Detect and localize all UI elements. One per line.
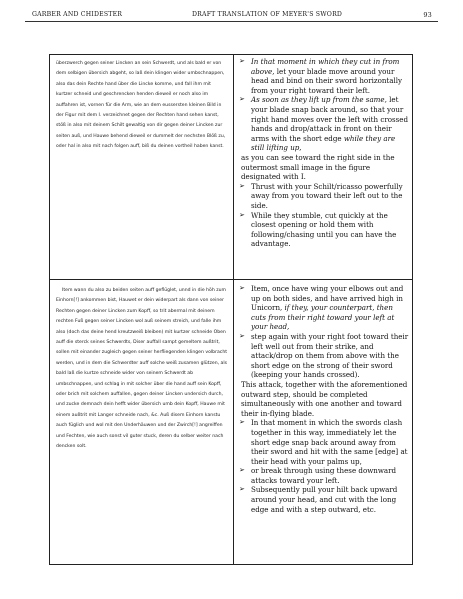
german-text-1: überzwerch gegen seiner Lincken an sein Schwerdt, und als bald er von dem selbigen übersich abgeht, so laß dein klingen wider umbschnappen, also das dein Rechte hand über die Lincke komme, und fall ihm mit kurtzer schneid und geschrencken henden dieweil er noch also im auffahren ist, vornen für die Arm, wie an dem eussersten kleinen Bild in der Figur mit dem I. verzeichnet gegen der Rechten hand sehen kanst, stöß in also mit deinem Schilt gewaltig von dir gegen deiner Lincken zur seiten auß, und Hauwe behend dieweil er dummelt der nechsten Blöß zu, oder hal in also mit nach folgen auff, biß du deinen vortheil haben kanst. bbox=[56, 61, 226, 150]
text-run: Item, once have wing your elbows out and up on both sides, and have arrived high in Unicorn, bbox=[251, 284, 404, 313]
arrow-bullet-icon: ➢ bbox=[239, 210, 245, 219]
arrow-bullet-icon: ➢ bbox=[239, 418, 245, 427]
arrow-bullet-icon: ➢ bbox=[239, 95, 245, 104]
header-rule bbox=[25, 21, 438, 22]
arrow-bullet-icon: ➢ bbox=[239, 331, 245, 340]
german-text-2: Item wann du also zu beiden seiten auff geflüglet, unnd in die höh zum Einhorn[!] ankommen bist, Hauwet er dein widerpart als dann von seiner Rechten gegen deiner Lincken zum Kopff, so trit abermal mit deinem rechten Fuß gegen seiner Lincken wol auß seinem streich, und falle ihm also (doch das deine hend kreutzweiß bleiben) mit kurtzer schneide Oben auff die sterck seines Schwerdts, Diser auffall sampt gemeltem außtrit, sollen mit einander zugleich gegen seiner herfliegenden klingen volbracht werden, und in dem die Schwerdter auff solche weiß zusamen glützen, als bald laß die kurtze schneide wider von seinem Schwerdt ab umbschnappen, und schlag in mit solcher über die hand auff sein Kopff, oder brich mit solchem auffallen, gegen deiner Lincken undersich durch, und zucke demnach dein hefft wider übersich umb dein Kopff, Hauwe mit einem außtrit mit Langer schneide nach, &c. Auß disem Einhorn kanstu auch füglich und wol mit den Underhäuwen und der Zwirch[!] angreiffen und Fechten, wie auch sonst vil guter stuck, deren du selber weiter nach dencken solt. bbox=[56, 288, 228, 450]
arrow-bullet-icon: ➢ bbox=[239, 466, 245, 475]
header-title: DRAFT TRANSLATION OF MEYER'S SWORD bbox=[192, 11, 343, 18]
row-divider bbox=[50, 279, 412, 280]
text-run: While they stumble, cut quickly at the closest opening or hold them with following/chasing until you can have the advantage. bbox=[251, 210, 397, 249]
arrow-bullet-icon: ➢ bbox=[239, 485, 245, 494]
text-run: as you can see toward the right side in the outermost small image in the figure designated with I. bbox=[241, 152, 395, 182]
text-run: In that moment in which the swords clash together in this way, immediately let the short edge snap back around away from their sword and hit with the same [edge] at their head with your palms up, bbox=[251, 418, 408, 466]
page-header bbox=[25, 8, 438, 22]
column-divider bbox=[233, 55, 234, 564]
text-run: or break through using these downward attacks toward your left. bbox=[251, 466, 397, 485]
bullet-paragraph bbox=[238, 95, 410, 153]
bullet-paragraph bbox=[238, 418, 410, 466]
italic-text: while they are still lifting up, bbox=[251, 133, 396, 153]
text-run: Subsequently pull your hilt back upward around your head, and cut with the long edge and with a step outward, etc. bbox=[251, 485, 398, 514]
italic-text: As soon as they lift up from the same, bbox=[251, 95, 387, 105]
arrow-bullet-icon: ➢ bbox=[239, 181, 245, 190]
english-text-2 bbox=[238, 284, 410, 514]
italic-text: In that moment in which they cut in from above, bbox=[251, 57, 400, 76]
bullet-paragraph bbox=[238, 485, 410, 514]
translation-table bbox=[49, 54, 413, 565]
bullet-paragraph bbox=[238, 211, 410, 249]
english-text-1 bbox=[238, 57, 410, 249]
bullet-paragraph bbox=[238, 332, 410, 380]
arrow-bullet-icon: ➢ bbox=[239, 57, 245, 65]
header-authors: GARBER AND CHIDESTER bbox=[32, 11, 123, 18]
plain-paragraph bbox=[238, 380, 410, 418]
bullet-paragraph bbox=[238, 466, 410, 485]
arrow-bullet-icon: ➢ bbox=[239, 284, 245, 292]
italic-text: if they, your counterpart, then cuts from their right toward your left at your head, bbox=[251, 303, 395, 332]
text-run: step again with your right foot toward their left well out from their strike, and attack/drop on them from above with the short edge on the strong of their sword (keeping your hands crossed). bbox=[251, 331, 409, 380]
page-number: 93 bbox=[423, 11, 432, 19]
plain-paragraph bbox=[238, 153, 410, 182]
text-run: let your blade snap back around, so that your right hand moves over the left with crossed hands and drop/attack in front on their arms with the short edge bbox=[251, 95, 408, 143]
text-run: let your blade move around your head and bind on their sword horizontally from your right toward their left. bbox=[251, 66, 403, 95]
text-run: This attack, together with the aforementioned outward step, should be completed simultaneously with one another and toward their in-flying blade. bbox=[241, 379, 408, 418]
text-run: Thrust with your Schilt/ricasso powerfully away from you toward their left out to the side. bbox=[251, 181, 403, 210]
bullet-paragraph bbox=[238, 182, 410, 211]
bullet-paragraph bbox=[238, 284, 410, 332]
bullet-paragraph bbox=[238, 57, 410, 95]
